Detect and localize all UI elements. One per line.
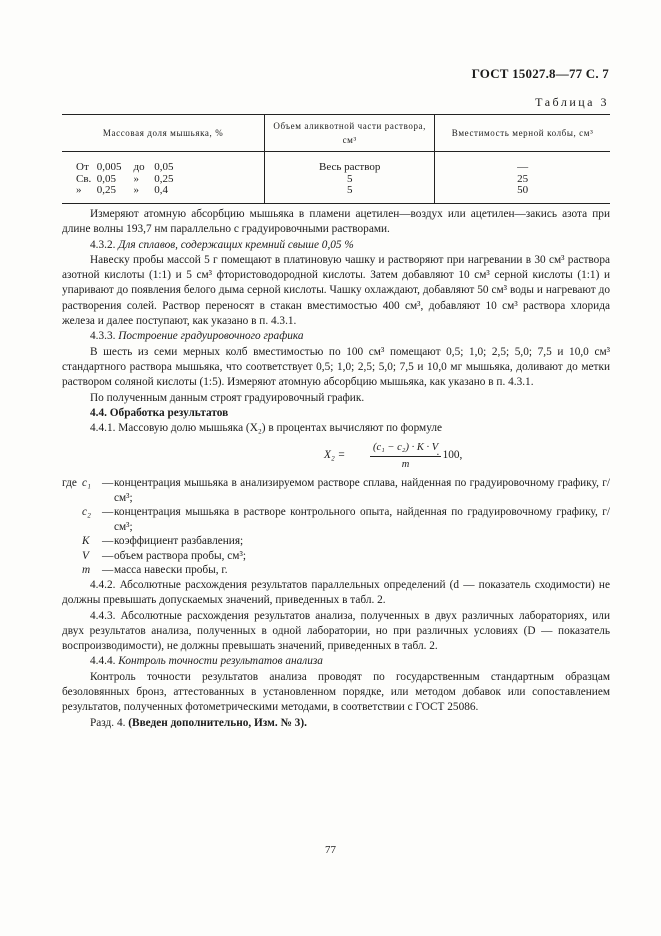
paragraph: 4.4.3. Абсолютные расхождения результатов анализа, полученных в двух различных лабораториях, или двух результатов анализа, полученных в одной лаборатории, но при различных условиях (D — показатель воспроизводимости), не должны превышать значений, приведенных в табл. 2. [62,609,610,653]
range-cell: Св. 0,05 » 0,25 [76,172,174,185]
formula-tail: · 100, [436,449,463,462]
amendment-note: Разд. 4. (Введен дополнительно, Изм. № 3). [90,716,307,729]
table-row [62,185,610,203]
subsection-heading: 4.3.3. Построение градуировочного графика [90,330,304,343]
volume-cell: Весь раствор [265,152,435,174]
volume-cell: 5 [265,185,435,203]
paragraph: 4.4.2. Абсолютные расхождения результатов параллельных определений (d — показатель сходимости) не должны превышать допускаемых значений, приведенных в табл. 2. [62,578,610,607]
volume-cell: 5 [265,174,435,186]
table-caption: Таблица 3 [535,95,609,109]
table-header-cell: Вместимость мерной колбы, см³ [435,115,610,152]
data-table [62,114,610,204]
table-header-cell: Объем аликвотной части раствора, см³ [265,115,435,152]
range-cell: От 0,005 до 0,05 [76,161,174,173]
paragraph: 4.4.1. Массовую долю мышьяка (X₂) в процентах вычисляют по формуле [90,422,443,435]
table-header-row [62,115,610,152]
paragraph: По полученным данным строят градуировочный график. [90,391,365,404]
formula-lhs: X₂ = [324,449,346,462]
paragraph: В шесть из семи мерных колб вместимостью по 100 см³ помещают 0,5; 1,0; 2,5; 5,0; 7,5 и 10,0 см³ стандартного раствора мышьяка, что соответствует 0,5; 1,0; 2,5; 5,0; 7,5 и 10,0 мг мышьяка, доливают до метки раствором соляной кислоты (1:5). Измеряют атомную абсорбцию мышьяка, как указано в п. 4.3.1. [62,345,610,389]
flask-cell: — [435,152,610,174]
standard-header: ГОСТ 15027.8—77 С. 7 [471,66,609,81]
table-header-cell: Массовая доля мышьяка, % [62,115,265,152]
definition-item: K — коэффициент разбавления; [82,535,244,548]
page-number: 77 [325,844,336,856]
subsection-heading: 4.4.4. Контроль точности результатов анализа [90,655,323,668]
formula-numerator: (c₁ − c₂) · K · V [370,440,441,456]
symbol-definitions [62,476,610,578]
flask-cell: 50 [435,185,610,203]
section-heading: 4.4. Обработка результатов [90,406,229,419]
formula-fraction [370,440,441,472]
definition-item: m — масса навески пробы, г. [82,564,228,577]
table-row [62,152,610,174]
definition-item: где c₁ — концентрация мышьяка в анализируемом растворе сплава, найденная по градуировочному графику, г/см³; [62,477,610,504]
formula [158,440,610,472]
subsection-heading: 4.3.2. Для сплавов, содержащих кремний свыше 0,05 % [90,238,354,251]
definition-item: V — объем раствора пробы, см³; [82,549,246,562]
paragraph: Контроль точности результатов анализа проводят по государственным стандартным образцам безоловянных бронз, аттестованных в установленном порядке, или методом добавок или сопоставлением результатов, полученных фотометрическими методами, в соответствии с ГОСТ 25086. [62,670,610,714]
formula-denominator: m [401,458,410,470]
flask-cell: 25 [435,174,610,186]
paragraph: Навеску пробы массой 5 г помещают в платиновую чашку и растворяют при нагревании в 30 см³ раствора азотной кислоты (1:1) и 5 см³ фтористоводородной кислоты. Затем добавляют 10 см³ серной кислоты (1:1) и упаривают до появления белого дыма серной кислоты. Чашку охлаждают, добавляют 50 см³ воды и нагревают до растворения солей. Раствор переносят в стакан вместимостью 400 см³, добавляют 10 см³ раствора хлорида железа и далее поступают, как указано в п. 4.3.1. [62,253,610,328]
paragraph: Измеряют атомную абсорбцию мышьяка в пламени ацетилен—воздух или ацетилен—закись азота при длине волны 193,7 нм параллельно с градуировочными растворами. [62,208,610,236]
definition-item: c₂ — концентрация мышьяка в растворе контрольного опыта, найденная по градуировочному графику, г/см³; [82,506,610,533]
range-cell: » 0,25 » 0,4 [62,185,265,203]
body-text [62,207,610,731]
